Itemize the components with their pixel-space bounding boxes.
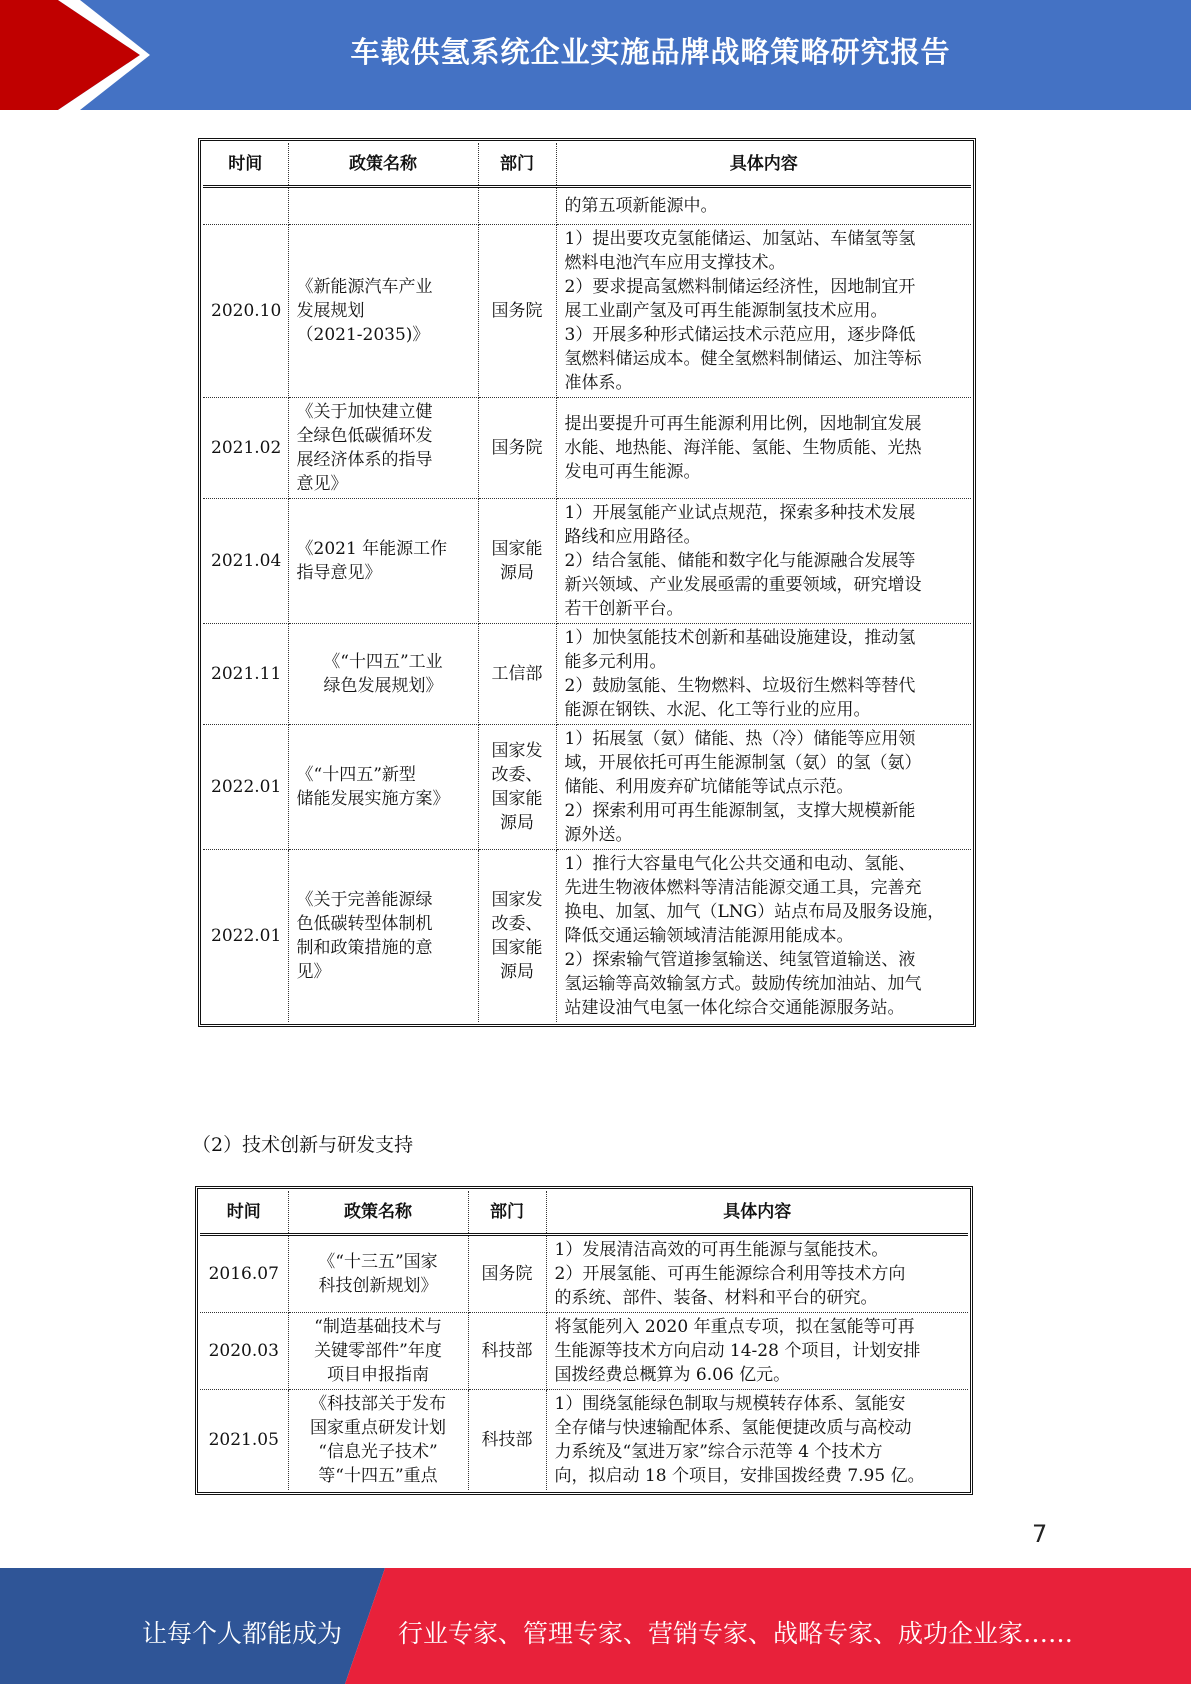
table-row — [203, 624, 971, 725]
column-header: 具体内容 — [556, 143, 971, 187]
cell-line: 国家能 — [491, 938, 543, 958]
page-footer — [0, 1568, 1191, 1684]
cell-policy-name — [288, 1235, 468, 1313]
cell-time: 2020.03 — [200, 1313, 288, 1390]
cell-line: 见》 — [296, 962, 331, 982]
table-row — [203, 499, 971, 624]
table-header-row — [203, 143, 971, 187]
cell-policy-name — [288, 398, 478, 499]
cell-line: 域，开展依托可再生能源制氢（氨）的氢（氨） — [564, 753, 922, 773]
cell-line: 1）围绕氢能绿色制取与规模转存体系、氢能安 — [554, 1394, 906, 1414]
cell-line: 2）鼓励氢能、生物燃料、垃圾衍生燃料等替代 — [564, 676, 916, 696]
cell-line: 制和政策措施的意 — [296, 938, 433, 958]
cell-line: 源局 — [500, 563, 534, 583]
cell-line: 能多元利用。 — [564, 652, 667, 672]
table-row — [203, 225, 971, 398]
cell-line: 向，拟启动 18 个项目，安排国拨经费 7.95 亿。 — [554, 1466, 925, 1486]
cell-line: 氢运输等高效输氢方式。鼓励传统加油站、加气 — [564, 974, 922, 994]
cell-policy-name — [288, 1313, 468, 1390]
cell-department — [478, 187, 556, 225]
cell-line: 《新能源汽车产业 — [296, 277, 433, 297]
cell-line: 《关于完善能源绿 — [296, 890, 433, 910]
cell-line: 项目申报指南 — [327, 1365, 429, 1385]
cell-content — [556, 624, 971, 725]
cell-policy-name — [288, 499, 478, 624]
cell-line: 3）开展多种形式储运技术示范应用，逐步降低 — [564, 325, 916, 345]
cell-content — [546, 1390, 968, 1491]
footer-slogan-right: 行业专家、管理专家、营销专家、战略专家、成功企业家…… — [398, 1619, 1074, 1648]
cell-line: 国务院 — [481, 1264, 533, 1284]
cell-line: 国务院 — [491, 438, 543, 458]
column-header: 时间 — [203, 143, 288, 187]
cell-line: 准体系。 — [564, 373, 633, 393]
column-header: 时间 — [200, 1191, 288, 1235]
cell-line: 能源在钢铁、水泥、化工等行业的应用。 — [564, 700, 871, 720]
cell-content — [546, 1235, 968, 1313]
cell-policy-name — [288, 624, 478, 725]
cell-line: 改委、 — [491, 914, 543, 934]
cell-line: 展工业副产氢及可再生能源制氢技术应用。 — [564, 301, 888, 321]
cell-line: 绿色发展规划》 — [323, 676, 443, 696]
column-header: 政策名称 — [288, 143, 478, 187]
footer-slogan-left: 让每个人都能成为 — [142, 1619, 343, 1648]
cell-line: 发电可再生能源。 — [564, 462, 701, 482]
cell-content — [556, 850, 971, 1023]
cell-line: 科技创新规划》 — [318, 1276, 438, 1296]
cell-line: 先进生物液体燃料等清洁能源交通工具，完善充 — [564, 878, 922, 898]
section-title: （2）技术创新与研发支持 — [192, 1134, 414, 1156]
table-header-row — [200, 1191, 968, 1235]
cell-content — [556, 187, 971, 225]
cell-policy-name — [288, 850, 478, 1023]
cell-line: 等“十四五”重点 — [318, 1466, 438, 1486]
column-header: 部门 — [468, 1191, 546, 1235]
cell-line: 《“十四五”工业 — [323, 652, 443, 672]
cell-policy-name — [288, 187, 478, 225]
cell-line: 《2021 年能源工作 — [296, 539, 448, 559]
cell-line: “信息光子技术” — [318, 1442, 438, 1462]
cell-line: 源局 — [500, 813, 534, 833]
cell-line: 燃料电池汽车应用支撑技术。 — [564, 253, 786, 273]
cell-line: 2）探索利用可再生能源制氢，支撑大规模新能 — [564, 801, 916, 821]
cell-line: 色低碳转型体制机 — [296, 914, 433, 934]
cell-line: 《“十三五”国家 — [318, 1252, 438, 1272]
column-header: 政策名称 — [288, 1191, 468, 1235]
table-row — [203, 187, 971, 225]
cell-department — [478, 624, 556, 725]
cell-line: 2）开展氢能、可再生能源综合利用等技术方向 — [554, 1264, 906, 1284]
cell-line: 换电、加氢、加气（LNG）站点布局及服务设施， — [564, 902, 945, 922]
cell-line: 科技部 — [481, 1341, 533, 1361]
cell-line: 的系统、部件、装备、材料和平台的研究。 — [554, 1288, 878, 1308]
cell-line: 新兴领域、产业发展亟需的重要领域，研究增设 — [564, 575, 922, 595]
page-number: 7 — [1032, 1520, 1048, 1548]
cell-department — [478, 398, 556, 499]
cell-line: 《“十四五”新型 — [296, 765, 416, 785]
cell-department — [478, 850, 556, 1023]
cell-line: 的第五项新能源中。 — [564, 196, 718, 216]
cell-line: 发展规划 — [296, 301, 365, 321]
cell-line: 储能发展实施方案》 — [296, 789, 450, 809]
cell-line: 若干创新平台。 — [564, 599, 684, 619]
cell-line: 1）推行大容量电气化公共交通和电动、氢能、 — [564, 854, 916, 874]
table-row — [200, 1235, 968, 1313]
cell-line: 2）要求提高氢燃料制储运经济性，因地制宜开 — [564, 277, 916, 297]
cell-line: “制造基础技术与 — [314, 1317, 442, 1337]
cell-line: 储能、利用废弃矿坑储能等试点示范。 — [564, 777, 854, 797]
cell-time: 2021.04 — [203, 499, 288, 624]
cell-line: （2021-2035)》 — [296, 325, 430, 345]
cell-line: 国家发 — [491, 741, 543, 761]
cell-content — [556, 499, 971, 624]
column-header: 部门 — [478, 143, 556, 187]
cell-time: 2016.07 — [200, 1235, 288, 1313]
cell-content — [556, 398, 971, 499]
cell-line: 科技部 — [481, 1430, 533, 1450]
cell-line: 2）探索输气管道掺氢输送、纯氢管道输送、液 — [564, 950, 916, 970]
cell-line: 意见》 — [296, 474, 348, 494]
column-header: 具体内容 — [546, 1191, 968, 1235]
cell-department — [478, 499, 556, 624]
table-row — [203, 850, 971, 1023]
cell-line: 国家能 — [491, 789, 543, 809]
cell-line: 水能、地热能、海洋能、氢能、生物质能、光热 — [564, 438, 922, 458]
policy-table-1 — [198, 138, 976, 1027]
table-row — [200, 1390, 968, 1491]
cell-content — [556, 225, 971, 398]
cell-content — [556, 725, 971, 850]
table-row — [200, 1313, 968, 1390]
cell-policy-name — [288, 225, 478, 398]
cell-line: 1）发展清洁高效的可再生能源与氢能技术。 — [554, 1240, 889, 1260]
cell-department — [468, 1235, 546, 1313]
cell-line: 国拨经费总概算为 6.06 亿元。 — [554, 1365, 791, 1385]
cell-line: 工信部 — [491, 664, 543, 684]
cell-line: 国家能 — [491, 539, 543, 559]
cell-time: 2022.01 — [203, 850, 288, 1023]
cell-line: 2）结合氢能、储能和数字化与能源融合发展等 — [564, 551, 916, 571]
cell-line: 国务院 — [491, 301, 543, 321]
cell-policy-name — [288, 1390, 468, 1491]
cell-time: 2021.11 — [203, 624, 288, 725]
cell-line: 站建设油气电氢一体化综合交通能源服务站。 — [564, 998, 905, 1018]
cell-line: 源局 — [500, 962, 534, 982]
cell-line: 1）拓展氢（氨）储能、热（冷）储能等应用领 — [564, 729, 916, 749]
cell-department — [468, 1313, 546, 1390]
cell-line: 国家重点研发计划 — [310, 1418, 446, 1438]
cell-time: 2021.02 — [203, 398, 288, 499]
cell-line: 《科技部关于发布 — [310, 1394, 446, 1414]
cell-time — [203, 187, 288, 225]
cell-policy-name — [288, 725, 478, 850]
cell-line: 国家发 — [491, 890, 543, 910]
cell-department — [468, 1390, 546, 1491]
cell-line: 提出要提升可再生能源利用比例，因地制宜发展 — [564, 414, 922, 434]
header-red-chevron — [0, 0, 170, 110]
cell-time: 2021.05 — [200, 1390, 288, 1491]
policy-table-2 — [195, 1186, 973, 1495]
cell-line: 力系统及“氢进万家”综合示范等 4 个技术方 — [554, 1442, 883, 1462]
cell-line: 全存储与快速输配体系、氢能便捷改质与高校动 — [554, 1418, 912, 1438]
cell-line: 生能源等技术方向启动 14-28 个项目，计划安排 — [554, 1341, 921, 1361]
cell-content — [546, 1313, 968, 1390]
cell-line: 《关于加快建立健 — [296, 402, 433, 422]
page-header — [0, 0, 1191, 110]
cell-line: 降低交通运输领域清洁能源用能成本。 — [564, 926, 854, 946]
table-row — [203, 725, 971, 850]
cell-time: 2020.10 — [203, 225, 288, 398]
cell-line: 源外送。 — [564, 825, 633, 845]
cell-line: 全绿色低碳循环发 — [296, 426, 433, 446]
cell-line: 1）加快氢能技术创新和基础设施建设，推动氢 — [564, 628, 916, 648]
cell-line: 氢燃料储运成本。健全氢燃料制储运、加注等标 — [564, 349, 922, 369]
cell-department — [478, 725, 556, 850]
cell-line: 路线和应用路径。 — [564, 527, 701, 547]
table-row — [203, 398, 971, 499]
cell-time: 2022.01 — [203, 725, 288, 850]
cell-line: 1）提出要攻克氢能储运、加氢站、车储氢等氢 — [564, 229, 916, 249]
cell-line: 展经济体系的指导 — [296, 450, 433, 470]
cell-line: 关键零部件”年度 — [314, 1341, 442, 1361]
cell-line: 1）开展氢能产业试点规范，探索多种技术发展 — [564, 503, 916, 523]
report-title: 车载供氢系统企业实施品牌战略策略研究报告 — [350, 35, 951, 69]
cell-line: 将氢能列入 2020 年重点专项，拟在氢能等可再 — [554, 1317, 915, 1337]
cell-line: 改委、 — [491, 765, 543, 785]
cell-department — [478, 225, 556, 398]
cell-line: 指导意见》 — [296, 563, 382, 583]
